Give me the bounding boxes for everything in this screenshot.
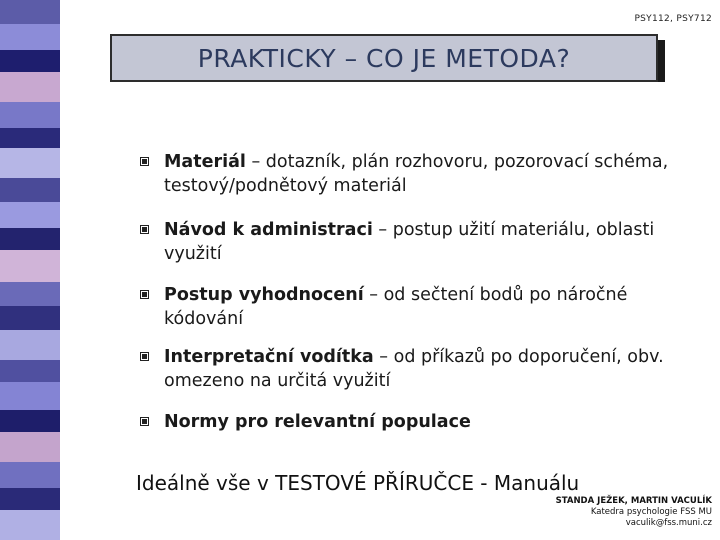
decorative-stripe bbox=[0, 0, 64, 540]
list-item bbox=[140, 150, 700, 198]
list-item bbox=[140, 345, 700, 393]
course-code: PSY112, PSY712 bbox=[634, 14, 712, 24]
title-box bbox=[110, 34, 658, 82]
square-bullet-icon bbox=[140, 417, 149, 426]
summary-text: Ideálně vše v TESTOVÉ PŘÍRUČCE - Manuálu bbox=[136, 471, 580, 495]
bullet-term: Normy pro relevantní populace bbox=[164, 412, 471, 432]
bullet-term: Návod k administraci bbox=[164, 220, 373, 240]
square-bullet-icon bbox=[140, 290, 149, 299]
square-bullet-icon bbox=[140, 157, 149, 166]
bullet-term: Interpretační vodítka bbox=[164, 347, 374, 367]
bullet-description: – od příkazů po doporučení, obv. omezeno na určitá využití bbox=[164, 347, 664, 391]
bullet-term: Materiál bbox=[164, 152, 246, 172]
list-item bbox=[140, 218, 700, 266]
square-bullet-icon bbox=[140, 225, 149, 234]
bullet-description: – dotazník, plán rozhovoru, pozorovací schéma, testový/podnětový materiál bbox=[164, 152, 669, 196]
author-block bbox=[556, 496, 712, 529]
list-item bbox=[140, 410, 700, 434]
page-title: PRAKTICKY – CO JE METODA? bbox=[197, 43, 571, 73]
author-name: STANDA JEŽEK, MARTIN VACULÍK bbox=[555, 496, 712, 506]
author-email: vaculik@fss.muni.cz bbox=[625, 518, 712, 528]
author-department: Katedra psychologie FSS MU bbox=[590, 507, 712, 517]
bullet-description: – od sečtení bodů po náročné kódování bbox=[164, 285, 628, 329]
bullet-term: Postup vyhodnocení bbox=[164, 285, 364, 305]
bullet-description: – postup užití materiálu, oblasti využití bbox=[164, 220, 655, 264]
square-bullet-icon bbox=[140, 352, 149, 361]
list-item bbox=[140, 283, 700, 331]
